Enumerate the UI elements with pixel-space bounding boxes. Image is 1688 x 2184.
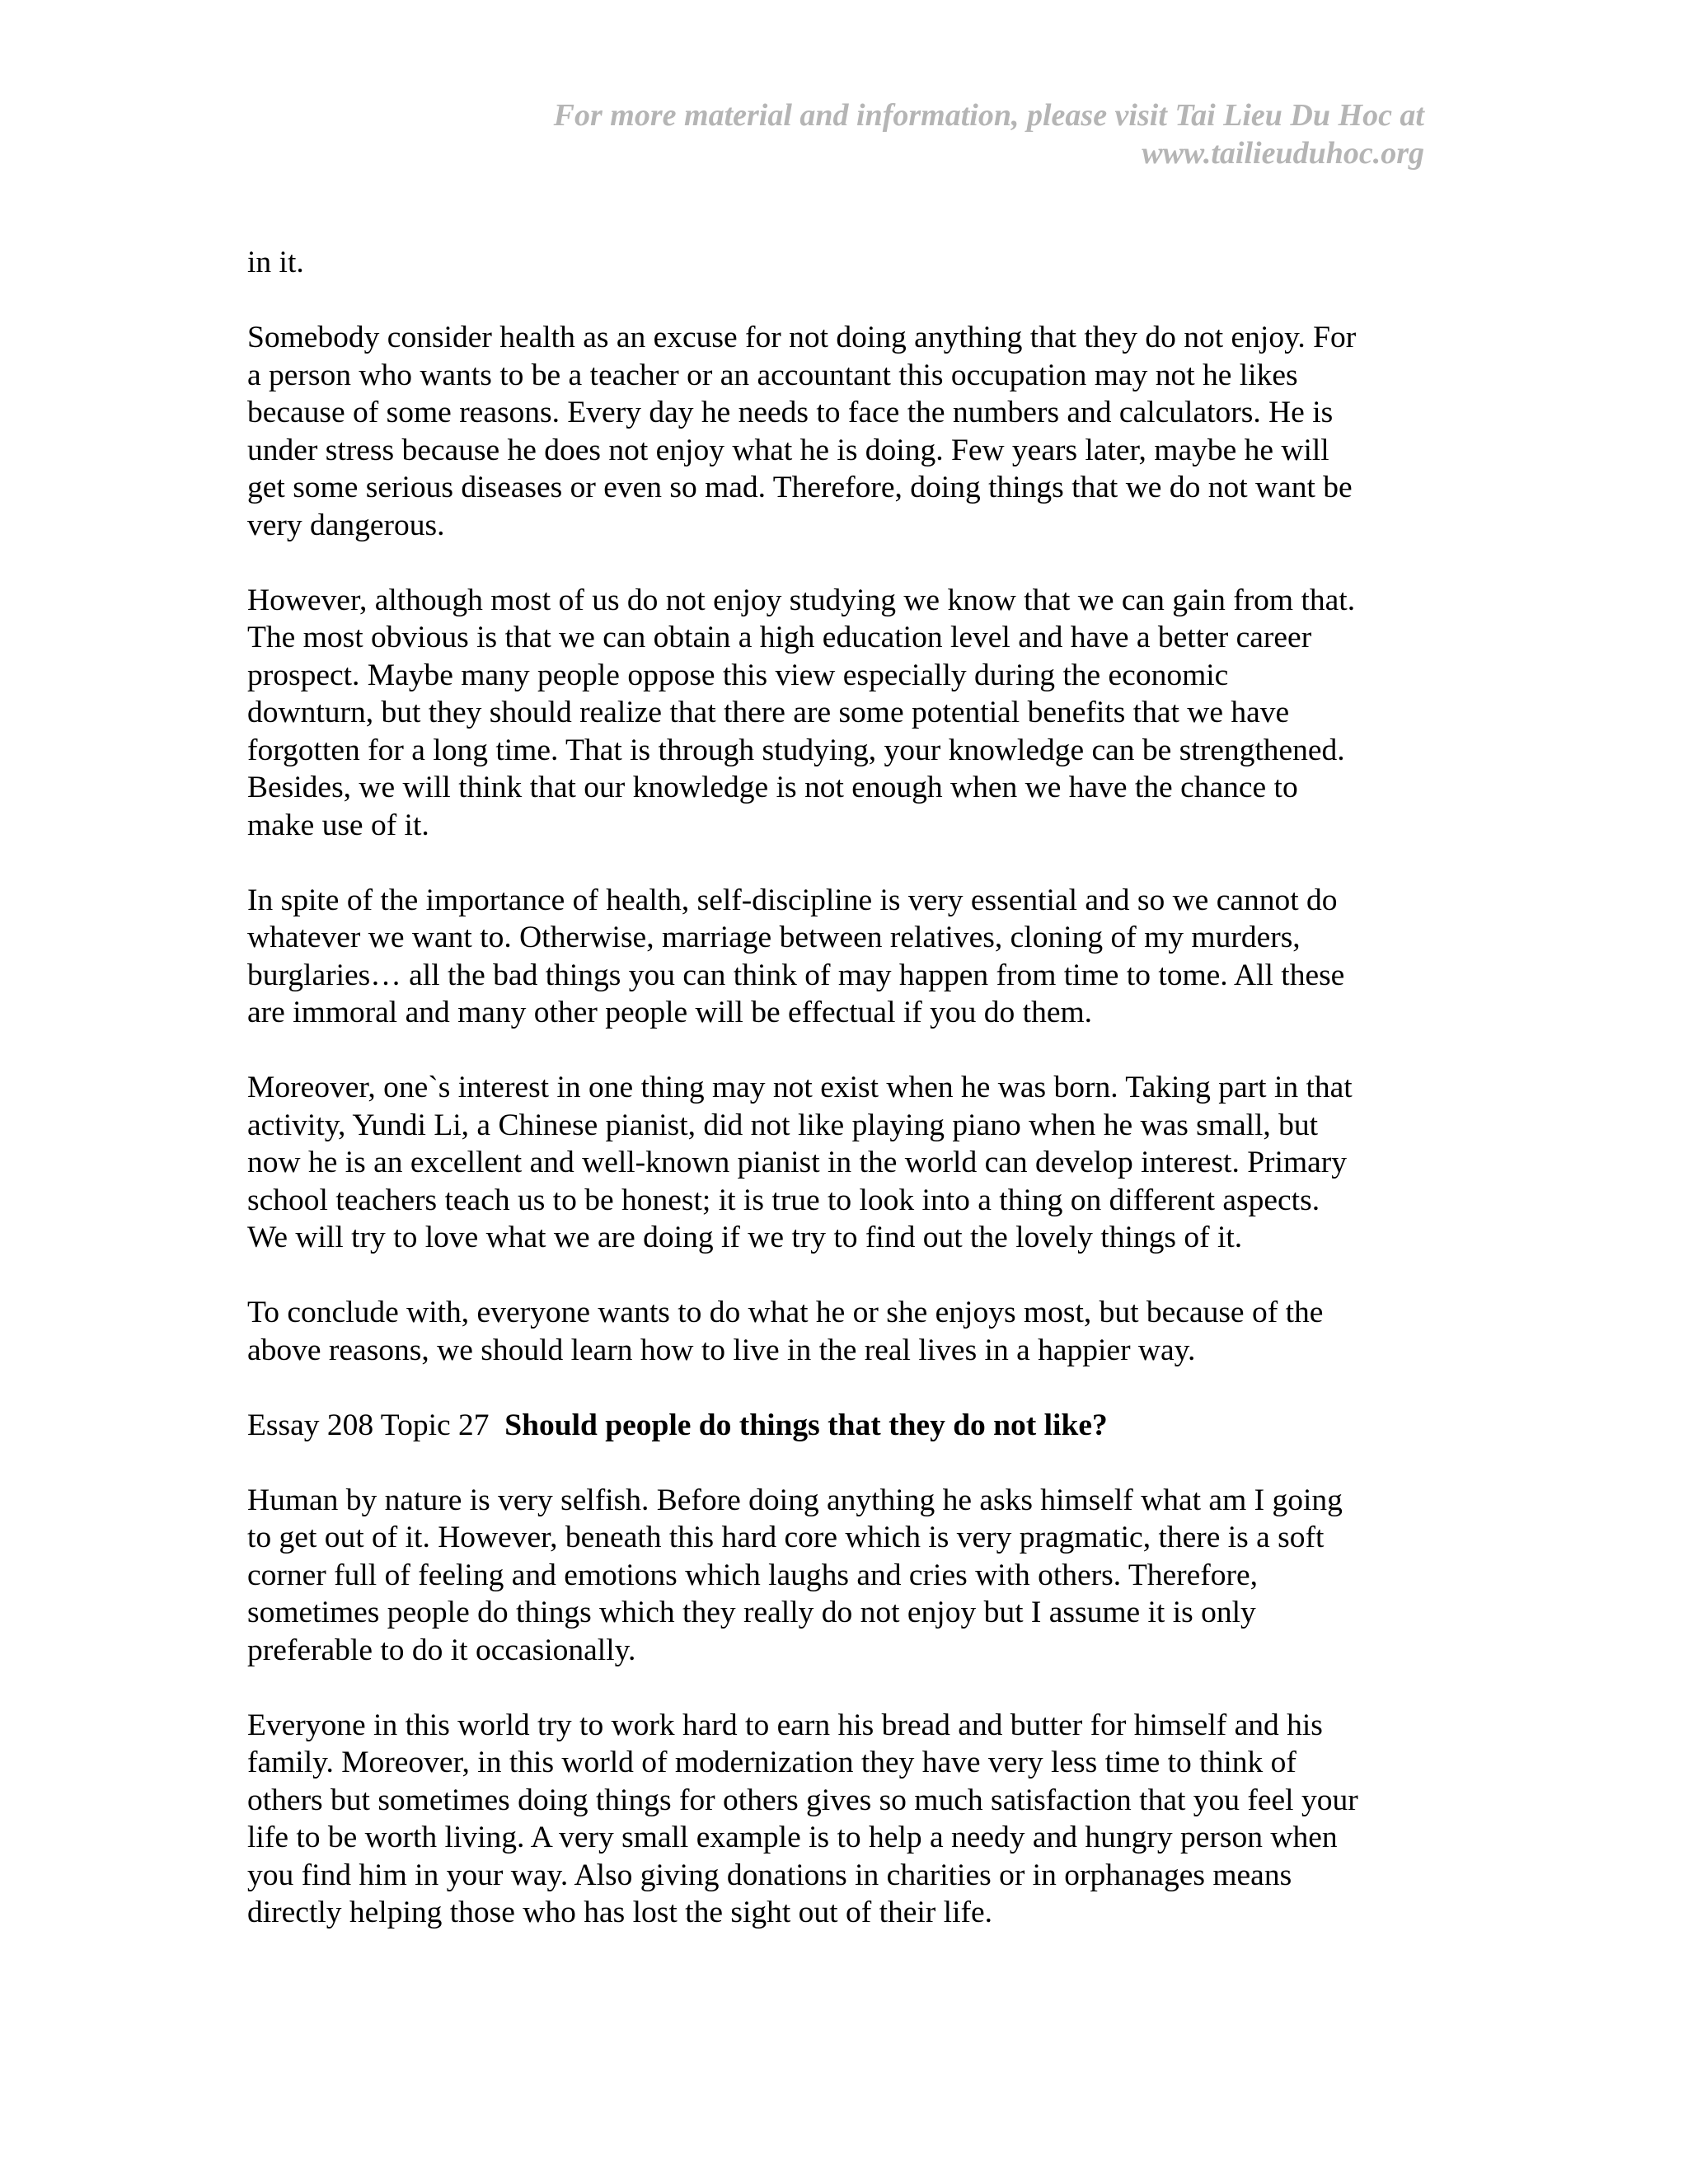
page-header — [247, 96, 1424, 172]
paragraph — [247, 882, 1434, 1032]
text-line: because of some reasons. Every day he needs to face the numbers and calculators. He is — [247, 396, 1334, 429]
paragraph — [247, 244, 1434, 282]
text-line: forgotten for a long time. That is through studying, your knowledge can be strengthened. — [247, 733, 1345, 767]
document-body — [247, 244, 1434, 1969]
text-line: In spite of the importance of health, self-discipline is very essential and so we cannot do — [247, 883, 1338, 917]
paragraph — [247, 1707, 1434, 1932]
text-line: Besides, we will think that our knowledge is not enough when we have the chance to — [247, 771, 1298, 804]
text-line: The most obvious is that we can obtain a high education level and have a better career — [247, 621, 1312, 654]
header-line-1: For more material and information, please visit Tai Lieu Du Hoc at — [553, 98, 1424, 133]
paragraph — [247, 319, 1434, 544]
text-line: However, although most of us do not enjoy studying we know that we can gain from that. — [247, 583, 1356, 617]
text-line: a person who wants to be a teacher or an accountant this occupation may not he likes — [247, 358, 1298, 392]
essay-label: Essay 208 Topic 27 — [247, 1408, 490, 1442]
text-line: above reasons, we should learn how to live in the real lives in a happier way. — [247, 1333, 1196, 1367]
text-line: school teachers teach us to be honest; it is true to look into a thing on different aspects. — [247, 1183, 1320, 1217]
paragraph — [247, 1294, 1434, 1369]
text-line: now he is an excellent and well-known pianist in the world can develop interest. Primary — [247, 1146, 1348, 1179]
text-line: make use of it. — [247, 808, 429, 842]
text-line: corner full of feeling and emotions which laughs and cries with others. Therefore, — [247, 1558, 1259, 1592]
text-line: sometimes people do things which they really do not enjoy but I assume it is only — [247, 1596, 1256, 1629]
text-line: very dangerous. — [247, 508, 445, 542]
text-line: are immoral and many other people will be effectual if you do them. — [247, 996, 1093, 1029]
text-line: you find him in your way. Also giving donations in charities or in orphanages means — [247, 1858, 1292, 1892]
text-line: in it. — [247, 246, 304, 279]
paragraph — [247, 582, 1434, 845]
text-line: family. Moreover, in this world of modernization they have very less time to think of — [247, 1746, 1296, 1779]
essay-heading — [247, 1407, 1434, 1445]
header-link[interactable]: www.tailieuduhoc.org — [1142, 136, 1424, 171]
text-line: burglaries… all the bad things you can think of may happen from time to tome. All these — [247, 958, 1345, 992]
text-line: whatever we want to. Otherwise, marriage between relatives, cloning of my murders, — [247, 921, 1301, 954]
text-line: Moreover, one`s interest in one thing may not exist when he was born. Taking part in that — [247, 1071, 1353, 1104]
text-line: We will try to love what we are doing if we try to find out the lovely things of it. — [247, 1221, 1243, 1254]
text-line: preferable to do it occasionally. — [247, 1633, 636, 1667]
text-line: downturn, but they should realize that there are some potential benefits that we have — [247, 696, 1290, 729]
paragraph — [247, 1069, 1434, 1257]
text-line: Human by nature is very selfish. Before doing anything he asks himself what am I going — [247, 1483, 1343, 1517]
text-line: to get out of it. However, beneath this hard core which is very pragmatic, there is a soft — [247, 1521, 1325, 1554]
essay-title: Should people do things that they do not like? — [504, 1408, 1108, 1442]
text-line: others but sometimes doing things for others gives so much satisfaction that you feel your — [247, 1783, 1358, 1817]
text-line: activity, Yundi Li, a Chinese pianist, did not like playing piano when he was small, but — [247, 1108, 1319, 1142]
text-line: get some serious diseases or even so mad. Therefore, doing things that we do not want be — [247, 471, 1353, 504]
text-line: Everyone in this world try to work hard to earn his bread and butter for himself and his — [247, 1708, 1323, 1742]
text-line: directly helping those who has lost the sight out of their life. — [247, 1896, 993, 1929]
text-line: under stress because he does not enjoy what he is doing. Few years later, maybe he will — [247, 433, 1329, 467]
text-line: To conclude with, everyone wants to do what he or she enjoys most, but because of the — [247, 1296, 1324, 1329]
text-line: prospect. Maybe many people oppose this view especially during the economic — [247, 658, 1229, 692]
text-line: Somebody consider health as an excuse for not doing anything that they do not enjoy. For — [247, 321, 1357, 354]
paragraph — [247, 1482, 1434, 1670]
text-line: life to be worth living. A very small example is to help a needy and hungry person when — [247, 1821, 1338, 1854]
